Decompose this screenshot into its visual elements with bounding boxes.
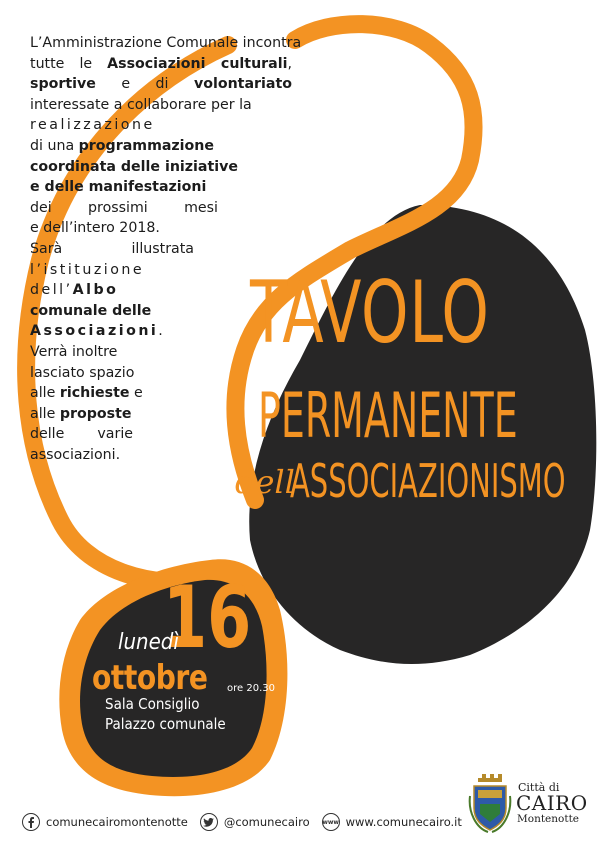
intro-text-part: di una xyxy=(30,137,79,154)
intro-line xyxy=(30,280,194,301)
venue-line-2: Palazzo comunale xyxy=(105,715,226,733)
intro-text-part: lasciato spazio xyxy=(30,364,135,381)
twitter-label: @comunecairo xyxy=(223,815,310,829)
intro-bold-text: coordinata delle iniziative xyxy=(30,158,238,175)
intro-line xyxy=(30,33,310,54)
intro-line xyxy=(30,177,310,198)
intro-text-part: interessate a collaborare per la xyxy=(30,96,252,113)
event-time: ore 20.30 xyxy=(227,683,275,694)
intro-line xyxy=(30,198,218,219)
event-venue xyxy=(105,694,226,734)
twitter-icon xyxy=(200,813,218,831)
logo-sub: Montenotte xyxy=(517,813,580,825)
intro-text-part: e di xyxy=(95,76,194,93)
venue-line-1: Sala Consiglio xyxy=(105,695,200,713)
intro-bold-text: Albo xyxy=(72,282,119,299)
intro-line xyxy=(30,424,133,445)
intro-bold-text: Associazioni culturali xyxy=(107,55,288,72)
title-script-dell: dell xyxy=(235,463,295,501)
facebook-link[interactable] xyxy=(22,813,188,831)
intro-bold-text: richieste xyxy=(59,385,130,402)
intro-text-part: alle xyxy=(30,385,60,402)
intro-line xyxy=(30,54,292,75)
city-logo xyxy=(468,772,588,836)
intro-text-part: tutte le xyxy=(30,55,108,72)
twitter-link[interactable] xyxy=(200,813,310,831)
intro-line xyxy=(30,157,310,178)
intro-text-part: associazioni. xyxy=(30,446,121,463)
intro-bold-text: comunale delle xyxy=(30,302,152,319)
intro-bold-text: programmazione xyxy=(78,137,215,154)
intro-line xyxy=(30,95,310,116)
intro-text-part: Verrà inoltre xyxy=(30,343,118,360)
intro-text-part: e dell’intero 2018. xyxy=(30,220,160,237)
intro-line xyxy=(30,239,194,260)
website-link[interactable] xyxy=(322,813,462,831)
logo-citta: Città di xyxy=(518,781,560,794)
title-line-3: ASSOCIAZIONISMO xyxy=(290,454,566,508)
intro-line xyxy=(30,260,194,281)
intro-bold-text: sportive xyxy=(30,76,96,93)
intro-bold-text: Associazioni xyxy=(30,323,159,340)
logo-text xyxy=(516,782,588,825)
event-day-name: lunedì xyxy=(118,630,179,655)
website-label: www.comunecairo.it xyxy=(345,815,462,829)
intro-text-part: Sarà illustrata xyxy=(30,240,194,257)
intro-text-part: delle varie xyxy=(30,426,133,443)
intro-bold-text: volontariato xyxy=(193,76,292,93)
intro-bold-text: proposte xyxy=(59,405,132,422)
title-line-2: PERMANENTE xyxy=(258,379,518,452)
intro-text-part: dell’ xyxy=(30,282,73,299)
www-badge: www xyxy=(322,818,339,826)
globe-icon xyxy=(322,813,340,831)
event-month: ottobre xyxy=(92,658,208,698)
logo-name: CAIRO xyxy=(516,791,588,815)
event-day-number: 16 xyxy=(163,568,252,668)
intro-text-part: alle xyxy=(30,405,60,422)
title-line-1: TAVOLO xyxy=(250,263,490,363)
intro-line xyxy=(30,136,310,157)
intro-line xyxy=(30,115,292,136)
intro-text-part: L’Amministrazione Comunale incontra xyxy=(30,35,302,51)
intro-text-part: e xyxy=(129,385,143,402)
intro-line xyxy=(30,74,292,95)
facebook-icon xyxy=(22,813,40,831)
intro-line xyxy=(30,218,310,239)
intro-text-part: dei prossimi mesi xyxy=(30,199,218,216)
footer-contacts xyxy=(22,810,462,834)
intro-text-part: l’istituzione xyxy=(30,261,145,278)
intro-text-part: realizzazione xyxy=(30,117,155,134)
intro-text-part: , xyxy=(287,55,292,72)
facebook-label: comunecairomontenotte xyxy=(46,815,188,829)
intro-text-part: . xyxy=(158,323,166,340)
coat-of-arms-icon xyxy=(468,772,512,834)
intro-bold-text: e delle manifestazioni xyxy=(30,179,207,196)
